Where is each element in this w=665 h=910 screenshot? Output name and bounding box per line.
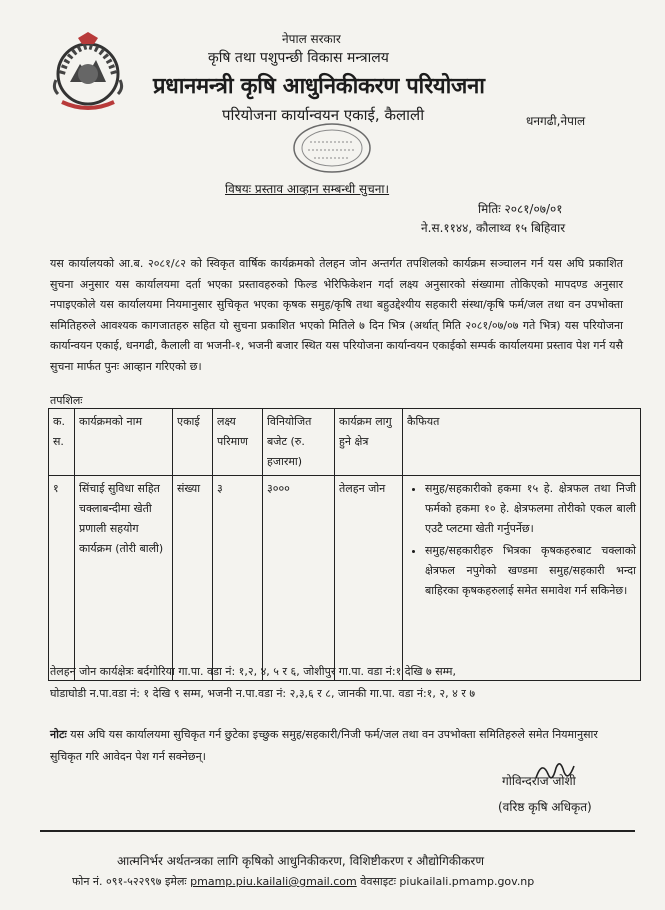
office-location: धनगढी,नेपाल [526, 114, 586, 128]
header-area: कार्यक्रम लागु हुने क्षेत्र [335, 409, 403, 476]
zone-coverage-line-2: घोडाघोडी न.पा.वडा नं: १ देखि ९ सम्म, भजनी न.पा.वडा नं: २,३,६ र ८, जानकी गा.पा. वडा नं:१, २, ४ र ७ [50, 687, 476, 700]
program-table [48, 408, 641, 681]
footer-email-link[interactable]: pmamp.piu.kailali@gmail.com [190, 875, 357, 888]
table-row [49, 476, 641, 681]
project-title: प्रधानमन्त्री कृषि आधुनिकीकरण परियोजना [153, 74, 485, 99]
footer-phone: फोन नं. ०९१-५२२९९७ [72, 875, 162, 888]
cell-budget: ३००० [263, 476, 335, 681]
note-paragraph [50, 724, 615, 768]
note-text: यस अघि यस कार्यालयमा सुचिकृत गर्न छुटेका इच्छुक समुह/सहकारी/निजी फर्म/जल तथा वन उपभोक्ता समितिहरुले समेत नियमानुसार सुचिकृत गरि आवेदन पेश गर्न सक्नेछन्। [50, 728, 598, 763]
note-label: नोटः [50, 728, 67, 741]
cell-unit: संख्या [173, 476, 213, 681]
table-header-row [49, 409, 641, 476]
cell-remarks [403, 476, 641, 681]
office-stamp-icon [290, 120, 374, 176]
footer-divider [40, 830, 635, 832]
footer-contact [72, 874, 534, 889]
nepal-sambat-date: ने.स.११४४, कौलाथ्व १५ बिहिवार [421, 221, 566, 235]
cell-sn: १ [49, 476, 75, 681]
header-unit: एकाई [173, 409, 213, 476]
zone-coverage-line-1: तेलहन जोन कार्यक्षेत्रः बर्दगोरिया गा.पा. वडा नं: १,२, ४, ५ र ६, जोशीपुर गा.पा. वडा नं:१ देखि ७ सम्म, [50, 665, 457, 678]
notice-body: यस कार्यालयको आ.ब. २०८१/८२ को स्विकृत वार्षिक कार्यक्रमको तेलहन जोन अन्तर्गत तपशिलको कार्यक्रम सञ्चालन गर्न यस अघि प्रकाशित सुचना अनुसार यस कार्यालयमा दर्ता भएका प्रस्तावहरुको फिल्ड भेरिफिकेशन गर्दा लक्ष्य अनुसारको संख्यामा तोकिएको मापदण्ड अनुसार नपाइएकोले यस कार्यालयमा नियमानुसार सुचिकृत भएका कृषक समुह/कृषि तथा बहुउद्देश्यीय सहकारी संस्था/कृषि फर्म/जल तथा वन उपभोक्ता समितिहरुले आवश्यक कागजातहरु सहित यो सुचना प्रकाशित भएको मितिले ७ दिन भित्र (अर्थात् मिति २०८१/०७/०७ गते भित्र) यस परियोजना कार्यान्वयन एकाई, धनगढी, कैलाली वा भजनी-१, भजनी बजार स्थित यस परियोजना कार्यान्वयन एकाईको सम्पर्क कार्यालयमा प्रस्ताव पेश गर्न यसै सुचना मार्फत पुनः आव्हान गरिएको छ। [50, 257, 623, 373]
footer-website-label: वेवसाइटः [360, 875, 396, 888]
footer-slogan: आत्मनिर्भर अर्थतन्त्रका लागि कृषिको आधुनिकीकरण, विशिष्टीकरण र औद्योगिकीकरण [117, 854, 484, 868]
government-name: नेपाल सरकार [282, 32, 341, 46]
header-program: कार्यक्रमको नाम [75, 409, 173, 476]
nepal-emblem-icon [48, 30, 128, 116]
header-remarks: कैफियत [403, 409, 641, 476]
details-label: तपशिलः [50, 394, 83, 407]
signatory-title: (वरिष्ठ कृषि अधिकृत) [498, 800, 592, 814]
footer-website-link[interactable]: piukailali.pmamp.gov.np [399, 875, 535, 888]
header-sn: क. स. [49, 409, 75, 476]
header-budget: विनियोजित बजेट (रु. हजारमा) [263, 409, 335, 476]
notice-subject: विषयः प्रस्ताव आव्हान सम्बन्धी सुचना। [225, 182, 390, 196]
remark-item: • समुह/सहकारीको हकमा १५ हे. क्षेत्रफल तथा निजी फर्मको हकमा १० हे. क्षेत्रफलमा तोरीको एकल बाली एउटै प्लटमा खेती गर्नुपर्नेछ। [425, 479, 636, 539]
office-name: परियोजना कार्यान्वयन एकाई, कैलाली [222, 106, 425, 124]
signatory-name: गोविन्दराज जोशी [502, 774, 576, 788]
cell-program: सिंचाई सुविधा सहित चक्लाबन्दीमा खेती प्रणाली सहयोग कार्यक्रम (तोरी बाली) [75, 476, 173, 681]
footer-email-label: इमेलः [164, 875, 187, 888]
remarks-list [407, 479, 636, 601]
ministry-name: कृषि तथा पशुपन्छी विकास मन्त्रालय [208, 50, 389, 66]
cell-area: तेलहन जोन [335, 476, 403, 681]
cell-target: ३ [213, 476, 263, 681]
remark-item: • समुह/सहकारीहरु भित्रका कृषकहरुबाट चक्लाको क्षेत्रफल नपुगेको खण्डमा समुह/सहकारी भन्दा बाहिरका कृषकहरुलाई समेत समावेश गर्न सकिनेछ। [425, 541, 636, 601]
header-target: लक्ष्य परिमाण [213, 409, 263, 476]
notice-date: मितिः २०८१/०७/०१ [478, 202, 563, 216]
